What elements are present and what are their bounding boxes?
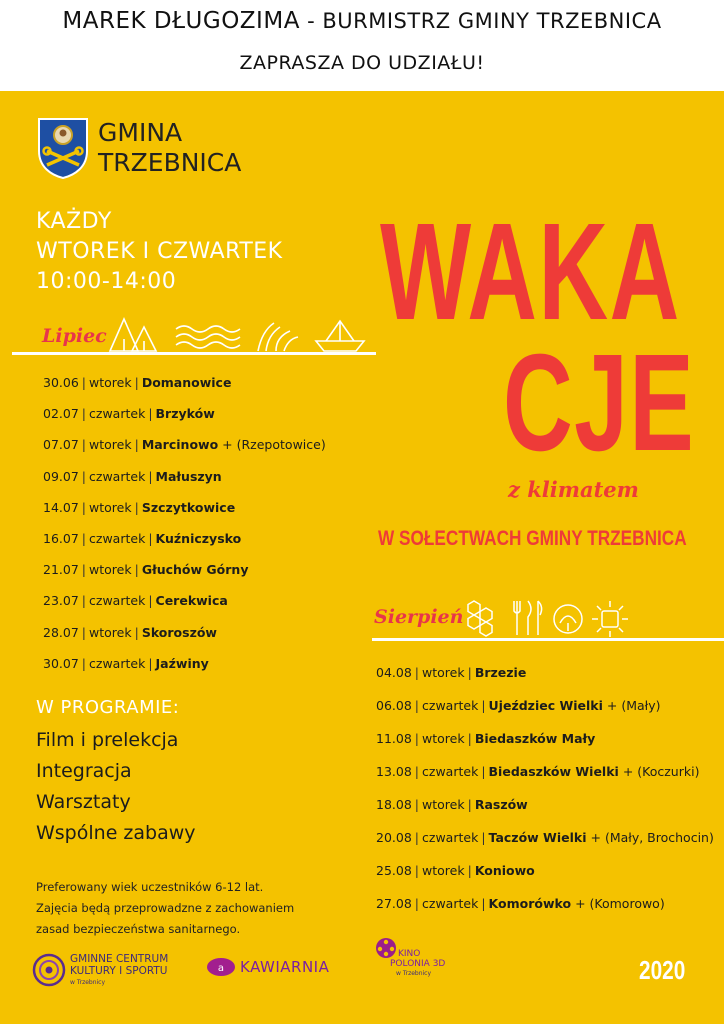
grass-icon (258, 323, 298, 351)
separator: | (81, 655, 87, 671)
event-date: 27.08 (376, 896, 412, 911)
separator: | (467, 731, 472, 746)
kino-line3: w Trzebnicy (396, 970, 432, 977)
event-place: Komorówko (488, 896, 572, 911)
event-row (43, 500, 235, 515)
tagline: W SOŁECTWACH GMINY TRZEBNICA (378, 527, 687, 550)
gmina-name (98, 118, 241, 178)
program-item: Film i prelekcja (36, 729, 179, 751)
separator: | (148, 468, 153, 484)
event-place: Szczytkowice (141, 499, 236, 515)
separator: | (414, 863, 420, 878)
event-day: wtorek (89, 375, 132, 390)
lipiec-icons (106, 313, 366, 355)
separator: | (481, 764, 486, 779)
event-place: Koniowo (474, 863, 535, 878)
kino-logo-text (390, 949, 445, 979)
event-row (43, 625, 217, 640)
mayor-name: MAREK DŁUGOZIMA (62, 8, 300, 34)
event-date: 21.07 (43, 562, 79, 578)
event-day: wtorek (422, 863, 465, 878)
event-row (376, 764, 699, 779)
mayor-title: - BURMISTRZ GMINY TRZEBNICA (307, 9, 662, 33)
event-extra: + (Koczurki) (622, 764, 700, 779)
separator: | (414, 896, 420, 911)
lipiec-divider (12, 352, 376, 355)
program-item: Warsztaty (36, 791, 131, 813)
event-day: czwartek (89, 406, 146, 422)
event-day: wtorek (89, 437, 132, 453)
title-cje: CJE (503, 326, 696, 480)
event-row (376, 896, 665, 911)
event-day: wtorek (422, 665, 465, 680)
header-line2: ZAPRASZA DO UDZIAŁU! (239, 52, 485, 74)
separator: | (148, 593, 153, 609)
title-waka: WAKA (380, 195, 681, 349)
event-extra: + (Rzepotowice) (222, 437, 326, 453)
separator: | (481, 830, 486, 845)
event-row (376, 797, 528, 812)
event-row (43, 593, 228, 608)
separator: | (134, 624, 139, 640)
recycle-icon (554, 605, 582, 633)
event-row (376, 731, 595, 746)
event-place: Kuźniczysko (155, 531, 242, 546)
event-day: czwartek (89, 593, 146, 609)
event-day: czwartek (89, 531, 146, 546)
separator: | (81, 531, 87, 546)
event-place: Głuchów Górny (141, 562, 249, 578)
gck-logo-text (70, 953, 168, 989)
event-day: wtorek (89, 562, 132, 578)
separator: | (81, 499, 87, 515)
kino-line2: POLONIA 3D (390, 959, 446, 969)
gck-line1: GMINNE CENTRUM (70, 953, 169, 965)
event-row (376, 830, 714, 845)
note-line2: Zajęcia będą przeprowadzne z zachowaniem (36, 901, 295, 915)
separator: | (467, 797, 472, 812)
event-row (376, 863, 535, 878)
event-date: 23.07 (43, 593, 79, 609)
separator: | (414, 830, 420, 845)
event-place: Biedaszków Mały (474, 731, 596, 746)
separator: | (148, 655, 153, 671)
separator: | (81, 624, 87, 640)
separator: | (481, 698, 486, 713)
event-row (43, 375, 231, 390)
separator: | (414, 665, 420, 680)
event-day: czwartek (89, 655, 146, 671)
event-place: Skoroszów (141, 624, 217, 640)
event-row (43, 531, 241, 546)
separator: | (481, 896, 486, 911)
program-title: W PROGRAMIE: (36, 697, 180, 718)
event-day: wtorek (422, 731, 465, 746)
event-date: 28.07 (43, 624, 79, 640)
year-label: 2020 (639, 955, 686, 985)
separator: | (81, 593, 87, 609)
separator: | (81, 406, 87, 422)
separator: | (81, 562, 87, 578)
event-place: Raszów (474, 797, 528, 812)
event-day: czwartek (89, 468, 146, 484)
trees-icon (110, 319, 156, 351)
event-place: Marcinowo (141, 437, 219, 453)
event-row (43, 437, 326, 452)
separator: | (467, 863, 472, 878)
separator: | (134, 562, 139, 578)
event-place: Cerekwica (155, 593, 228, 609)
program-item: Wspólne zabawy (36, 822, 196, 844)
event-date: 20.08 (376, 830, 412, 845)
title-subtitle: z klimatem (508, 477, 639, 502)
event-extra: + (Komorowo) (575, 896, 665, 911)
event-place: Brzyków (155, 406, 215, 422)
event-row (376, 698, 661, 713)
paper-boat-icon (316, 321, 364, 351)
event-day: czwartek (422, 764, 479, 779)
event-date: 25.08 (376, 863, 412, 878)
svg-text:a: a (217, 963, 225, 974)
separator: | (414, 731, 420, 746)
event-place: Brzezie (474, 665, 527, 680)
event-date: 16.07 (43, 531, 79, 546)
event-day: wtorek (89, 499, 132, 515)
separator: | (148, 406, 153, 422)
event-date: 09.07 (43, 468, 79, 484)
gck-line2: KULTURY I SPORTU (70, 965, 168, 977)
event-row (43, 406, 215, 421)
program-item: Integracja (36, 760, 132, 782)
participation-note (36, 877, 346, 940)
event-day: wtorek (422, 797, 465, 812)
schedule-info (36, 207, 283, 297)
separator: | (81, 375, 87, 390)
gmina-line2: TRZEBNICA (98, 148, 242, 177)
event-extra: + (Mały) (606, 698, 661, 713)
kawiarnia-logo-text: KAWIARNIA (240, 958, 330, 976)
event-date: 07.07 (43, 437, 79, 453)
waves-icon (176, 326, 240, 348)
note-line3: zasad bezpieczeństwa sanitarnego. (36, 922, 241, 936)
event-place: Jaźwiny (155, 655, 209, 671)
event-date: 30.06 (43, 375, 79, 390)
header (0, 0, 724, 91)
note-line1: Preferowany wiek uczestników 6-12 lat. (36, 880, 264, 894)
month-label-sierpien: Sierpień (374, 606, 464, 628)
event-place: Małuszyn (155, 468, 222, 484)
gmina-line1: GMINA (98, 118, 183, 147)
schedule-line1: KAŻDY (36, 209, 112, 234)
kawiarnia-logo-icon (205, 956, 237, 978)
gck-logo-icon (32, 953, 66, 987)
event-date: 06.08 (376, 698, 412, 713)
event-date: 30.07 (43, 655, 79, 671)
separator: | (81, 468, 87, 484)
separator: | (414, 698, 420, 713)
event-day: czwartek (422, 698, 479, 713)
event-day: czwartek (422, 896, 479, 911)
event-date: 13.08 (376, 764, 412, 779)
header-line1 (0, 8, 724, 34)
event-row (43, 562, 248, 577)
separator: | (134, 375, 139, 390)
schedule-line3: 10:00-14:00 (36, 269, 177, 294)
schedule-line2: WTOREK I CZWARTEK (36, 239, 283, 264)
event-date: 02.07 (43, 406, 79, 422)
event-row (43, 469, 222, 484)
event-date: 14.07 (43, 499, 79, 515)
event-row (43, 656, 209, 671)
separator: | (148, 531, 153, 546)
sierpien-divider (372, 638, 724, 641)
event-day: czwartek (422, 830, 479, 845)
poster (0, 91, 724, 1024)
idea-icon (592, 601, 628, 637)
separator: | (134, 437, 139, 453)
event-place: Taczów Wielki (488, 830, 587, 845)
honeycomb-icon (468, 601, 492, 636)
event-extra: + (Mały, Brochocin) (590, 830, 714, 845)
event-place: Ujeździec Wielki (488, 698, 603, 713)
event-date: 11.08 (376, 731, 412, 746)
month-label-lipiec: Lipiec (42, 325, 107, 347)
kino-line1: KINO (398, 949, 421, 959)
event-date: 04.08 (376, 665, 412, 680)
gmina-crest-icon (37, 117, 89, 179)
separator: | (134, 499, 139, 515)
sierpien-icons (466, 599, 632, 639)
event-place: Biedaszków Wielki (488, 764, 619, 779)
gck-line3: w Trzebnicy (70, 979, 106, 986)
separator: | (414, 797, 420, 812)
event-row (376, 665, 526, 680)
separator: | (467, 665, 472, 680)
separator: | (81, 437, 87, 453)
event-date: 18.08 (376, 797, 412, 812)
separator: | (414, 764, 420, 779)
event-day: wtorek (89, 624, 132, 640)
event-place: Domanowice (141, 375, 232, 390)
cutlery-icon (514, 601, 542, 635)
